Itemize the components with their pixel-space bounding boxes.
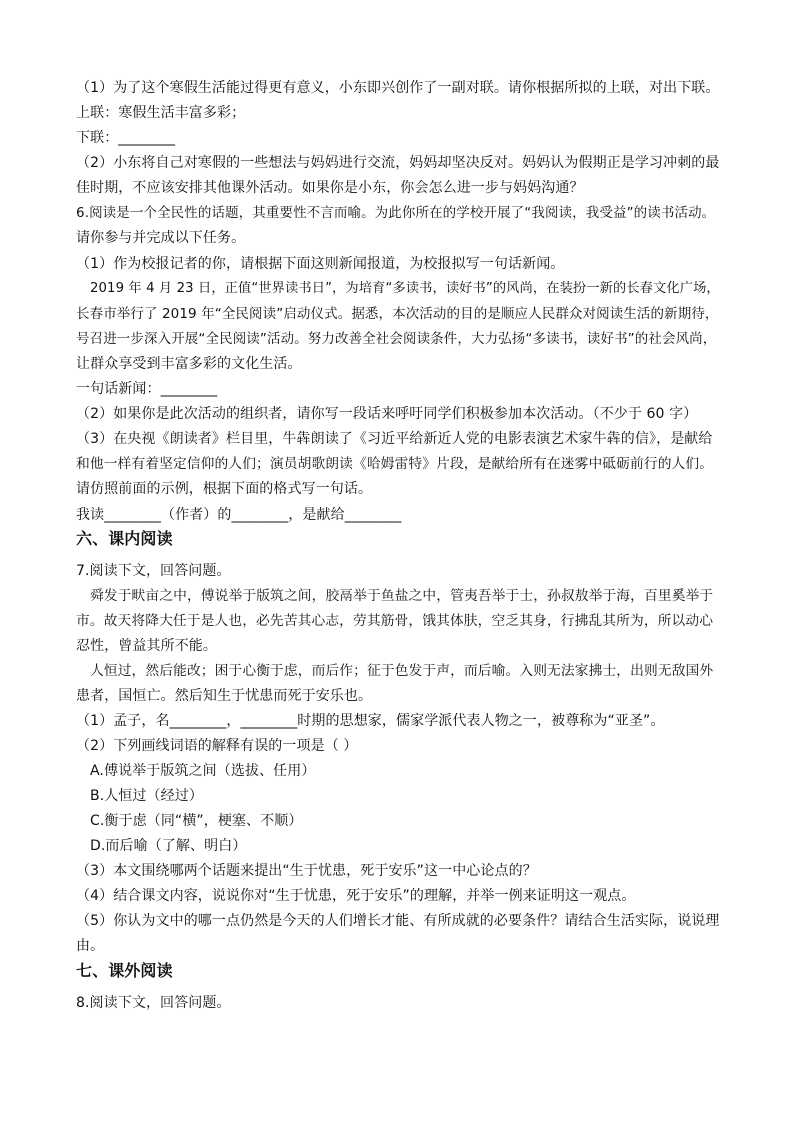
classical-text-line2: 市。故天将降大任于是人也，必先苦其心志，劳其筋骨，饿其体肤，空乏其身，行拂乱其所为，所以动心: [76, 613, 714, 629]
q6-intro-line1: 6.阅读是一个全民性的话题，其重要性不言而喻。为此你所在的学校开展了“我阅读，我受益”的读书活动。: [76, 205, 716, 221]
one-sentence-news-blank: 一句话新闻：________: [76, 381, 218, 397]
q7-part5-line2: 由。: [76, 938, 105, 954]
q7-part5-line1: （5）你认为文中的哪一点仍然是今天的人们增长才能、有所成就的必要条件？请结合生活实际，说说理: [76, 913, 720, 929]
upper-couplet: 上联：寒假生活丰富多彩；: [76, 105, 246, 121]
q6-part1-prompt: （1）作为校报记者的你，请根据下面这则新闻报道，为校报拟写一句话新闻。: [76, 256, 565, 272]
q6-part3-line2: 和他一样有着坚定信仰的人们；演员胡歌朗读《哈姆雷特》片段，是献给所有在迷雾中砥砺前行的人们。: [76, 456, 714, 472]
imitation-template: 我读________（作者）的________，是献给________: [76, 507, 402, 523]
lower-couplet-blank: 下联：________: [76, 130, 176, 146]
q5-part2-line2: 佳时期，不应该安排其他课外活动。如果你是小东，你会怎么进一步与妈妈沟通？: [76, 180, 584, 196]
q7-part1-prompt: （1）孟子，名________，________时期的思想家，儒家学派代表人物之一，被尊称为“亚圣”。: [76, 713, 665, 729]
option-d: D.而后喻（了解、明白）: [90, 838, 247, 854]
q7-intro: 7.阅读下文，回答问题。: [76, 563, 231, 579]
q7-part3-prompt: （3）本文围绕哪两个话题来提出“生于忧患，死于安乐”这一中心论点的？: [76, 863, 537, 879]
option-b: B.人恒过（经过）: [90, 788, 203, 804]
q5-part1-prompt: （1）为了这个寒假生活能过得更有意义，小东即兴创作了一副对联。请你根据所拟的上联，对出下联。: [76, 80, 720, 96]
classical-text-line5: 患者，国恒亡。然后知生于忧患而死于安乐也。: [76, 688, 373, 704]
classical-text-line4: 人恒过，然后能改；困于心衡于虑，而后作；征于色发于声，而后喻。入则无法家拂士，出则无敌国外: [90, 663, 714, 679]
q6-part3-line3: 请仿照前面的示例，根据下面的格式写一句话。: [76, 481, 373, 497]
q6-intro-line2: 请你参与并完成以下任务。: [76, 230, 246, 246]
news-paragraph-line2: 长春市举行了 2019 年“全民阅读”启动仪式。据悉，本次活动的目的是顺应人民群众对阅读生活的新期待，: [76, 306, 719, 322]
q6-part2-prompt: （2）如果你是此次活动的组织者，请你写一段话来呼吁同学们积极参加本次活动。（不少于 60 字）: [76, 406, 698, 422]
section-heading-7: 七、课外阅读: [76, 961, 173, 980]
option-a: A.傅说举于版筑之间（选拔、任用）: [90, 763, 316, 779]
q6-part3-line1: （3）在央视《朗读者》栏目里，牛犇朗读了《习近平给新近人党的电影表演艺术家牛犇的信》，是献给: [76, 431, 713, 447]
news-paragraph-line3: 号召进一步深入开展“全民阅读”活动。努力改善全社会阅读条件，大力弘扬“多读书，读好书”的社会风尚，: [76, 331, 717, 347]
q8-intro: 8.阅读下文，回答问题。: [76, 995, 231, 1011]
q7-part2-prompt: （2）下列画线词语的解释有误的一项是（ ）: [76, 738, 358, 754]
q5-part2-line1: （2）小东将自己对寒假的一些想法与妈妈进行交流，妈妈却坚决反对。妈妈认为假期正是学习冲刺的最: [76, 155, 720, 171]
section-heading-6: 六、课内阅读: [76, 529, 173, 548]
option-c: C.衡于虑（同“横”，梗塞、不顺）: [90, 813, 303, 829]
q7-part4-prompt: （4）结合课文内容，说说你对“生于忧患，死于安乐”的理解，并举一例来证明这一观点。: [76, 888, 636, 904]
news-paragraph-line1: 2019 年 4 月 23 日，正值“世界读书日”，为培育“多读书，读好书”的风尚，在装扮一新的长春文化广场，: [90, 281, 720, 296]
news-paragraph-line4: 让群众享受到丰富多彩的文化生活。: [76, 356, 302, 372]
classical-text-line1: 舜发于畎亩之中，傅说举于版筑之间，胶鬲举于鱼盐之中，管夷吾举于士，孙叔敖举于海，百里奚举于: [90, 588, 714, 604]
classical-text-line3: 忍性，曾益其所不能。: [76, 638, 217, 654]
